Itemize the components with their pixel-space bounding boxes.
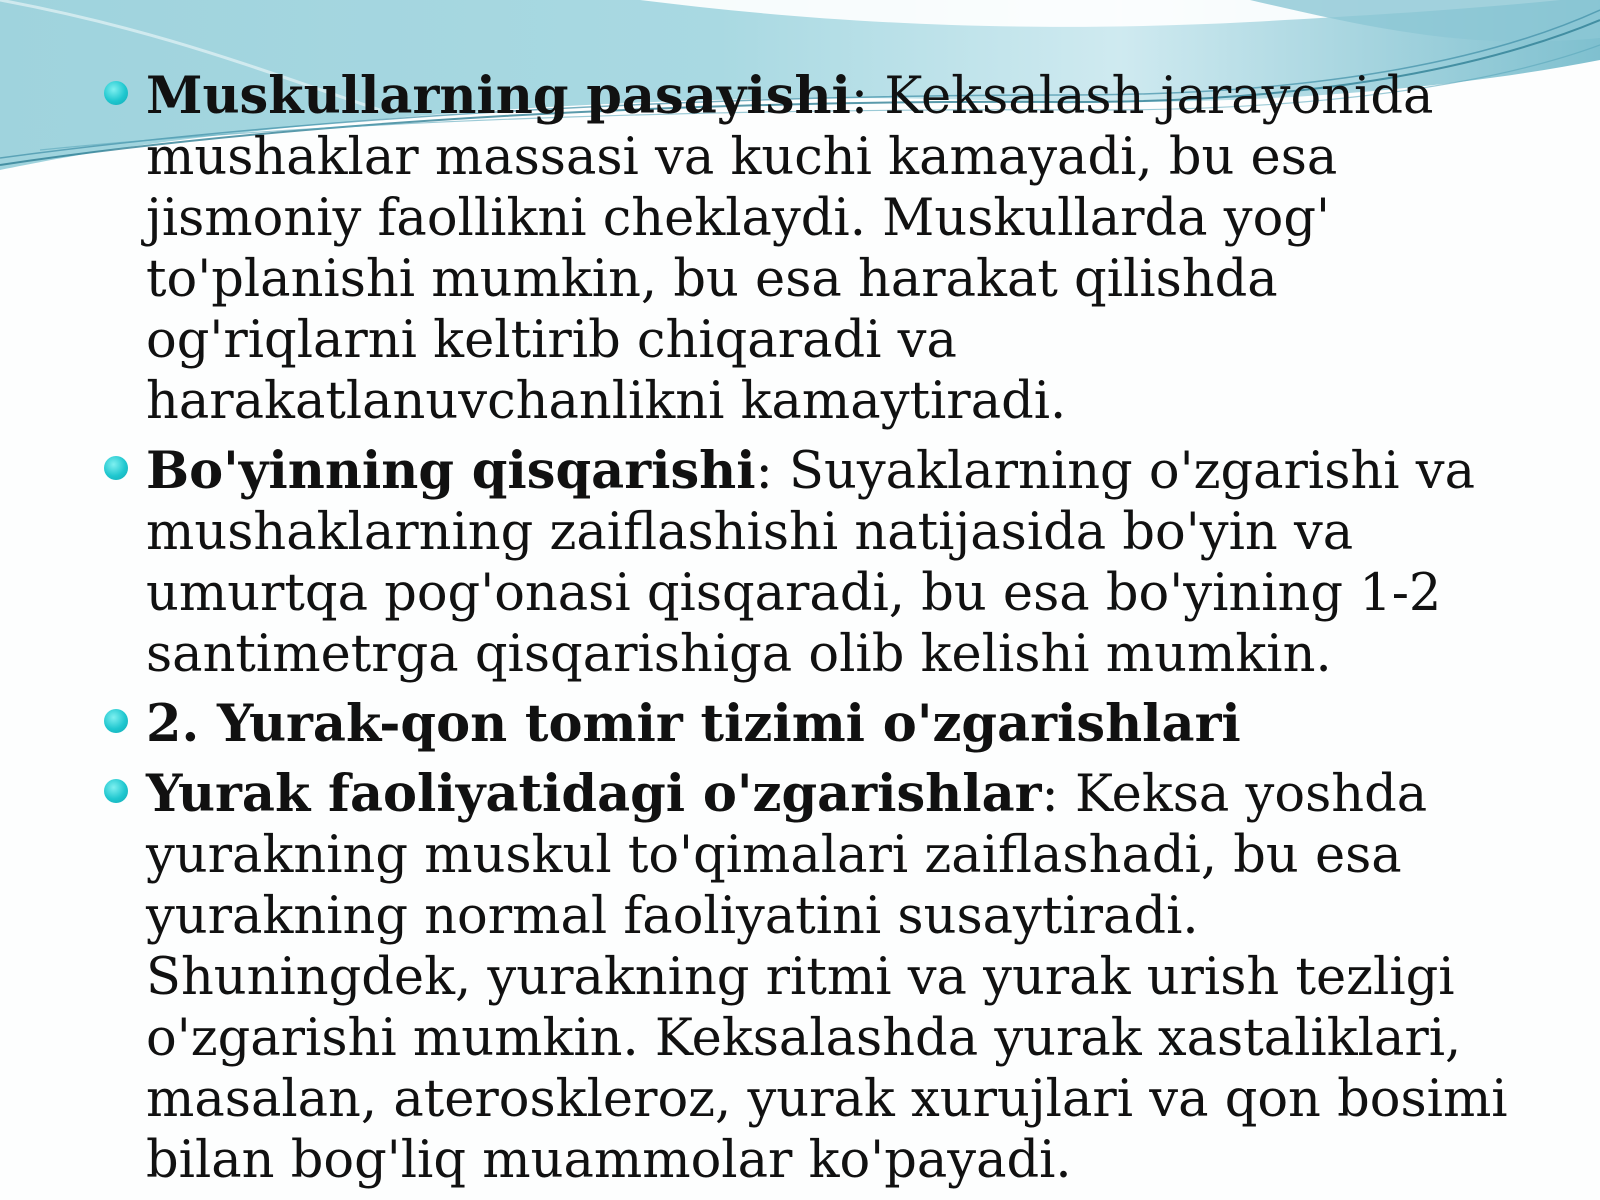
bullet-dot-icon — [104, 709, 128, 733]
bullet-item-muscle-decline — [100, 66, 1520, 432]
bullet-dot-icon — [104, 456, 128, 480]
bullet-term: Yurak faoliyatidagi o'zgarishlar — [146, 764, 1042, 824]
bullet-text: : Suyaklarning o'zgarishi va mushaklarning zaiflashishi natijasida bo'yin va umurtqa pog'onasi qisqaradi, bu esa bo'yining 1-2 santimetrga qisqarishiga olib kelishi mumkin. — [146, 442, 1475, 684]
bullet-item-neck-shortening — [100, 441, 1520, 685]
bullet-item-heart-changes — [100, 764, 1520, 1191]
bullet-term: Bo'yinning qisqarishi — [146, 441, 756, 501]
bullet-text: : Keksalash jarayonida mushaklar massasi va kuchi kamayadi, bu esa jismoniy faollikni cheklaydi. Muskullarda yog' to'planishi mumkin, bu esa harakat qilishda og'riqlarni keltirib chiqaradi va harakatlanuvchanlikni kamaytiradi. — [146, 67, 1434, 431]
bullet-dot-icon — [104, 779, 128, 803]
bullet-list — [100, 66, 1520, 1191]
bullet-item-section-heading — [100, 694, 1520, 755]
bullet-term: Muskullarning pasayishi — [146, 66, 851, 126]
bullet-dot-icon — [104, 81, 128, 105]
bullet-text: : Keksa yoshda yurakning muskul to'qimalari zaiflashadi, bu esa yurakning normal faoliyatini susaytiradi. Shuningdek, yurakning ritmi va yurak urish tezligi o'zgarishi mumkin. Keksalashda yurak xastaliklari, masalan, ateroskleroz, yurak xurujlari va qon bosimi bilan bog'liq muammolar ko'payadi. — [146, 765, 1508, 1190]
slide-content — [100, 66, 1520, 1200]
section-heading: 2. Yurak-qon tomir tizimi o'zgarishlari — [146, 694, 1241, 754]
